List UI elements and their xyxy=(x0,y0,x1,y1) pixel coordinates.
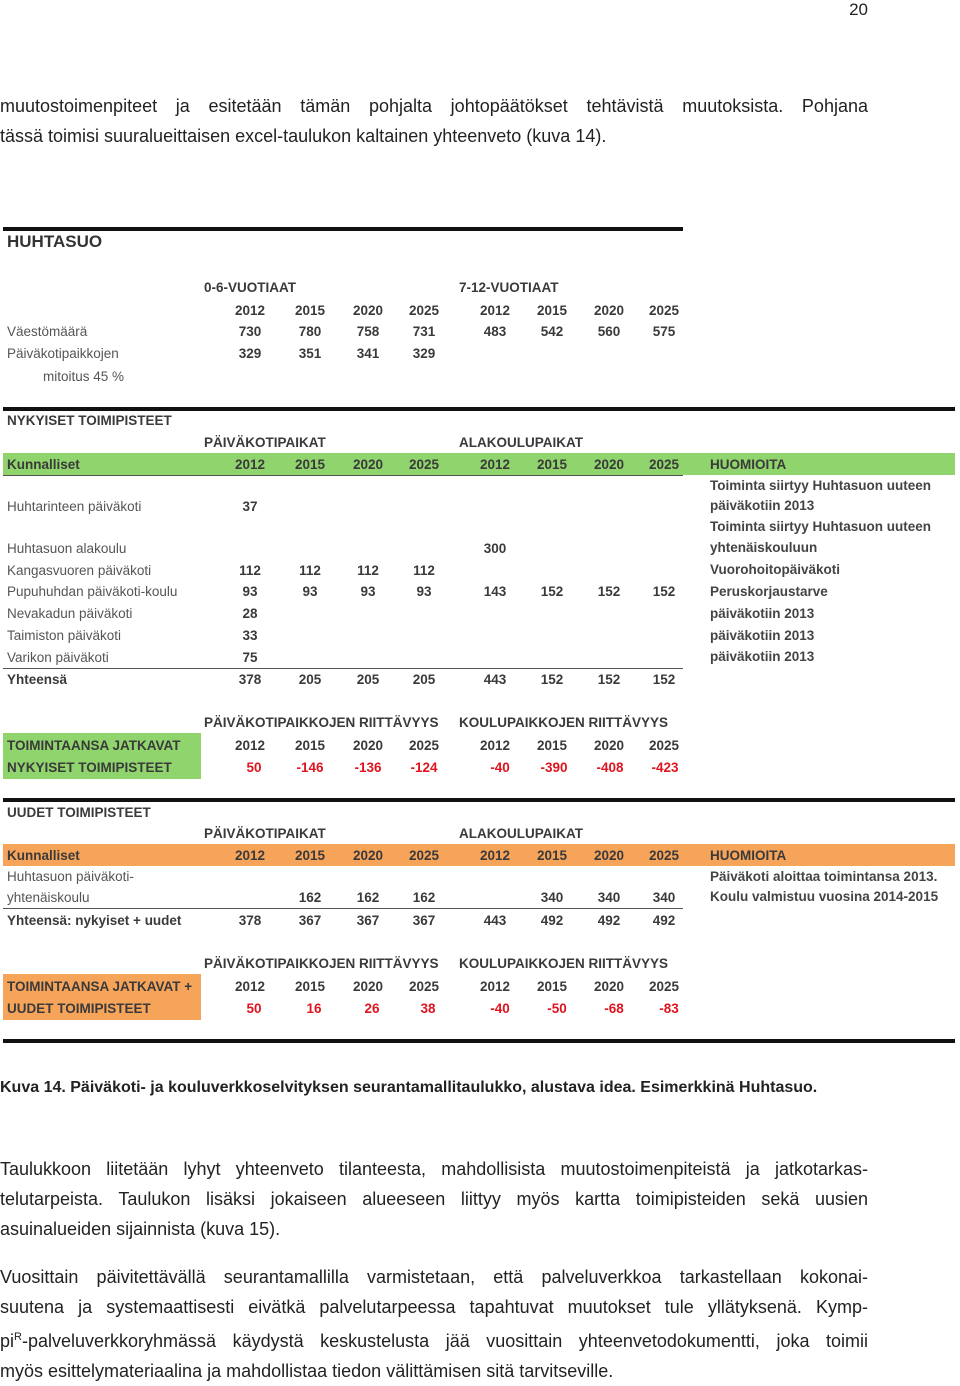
cell: 37 xyxy=(242,499,258,514)
top-rule xyxy=(3,227,683,231)
cell: 152 xyxy=(652,584,676,599)
cell: -146 xyxy=(296,760,324,775)
note-line: Vuorohoitopäiväkoti xyxy=(710,562,841,577)
year-header: 2012 xyxy=(479,848,511,863)
cell: -124 xyxy=(410,760,438,775)
year-header: 2025 xyxy=(408,738,440,753)
note-line: Toiminta siirtyy Huhtasuon uuteen xyxy=(710,478,932,493)
new-row-label-2: yhtenäiskoulu xyxy=(7,890,90,905)
cell: 205 xyxy=(356,672,380,687)
year-header: 2012 xyxy=(479,738,511,753)
cell: 33 xyxy=(242,628,258,643)
school-places-header: ALAKOULUPAIKAT xyxy=(459,435,583,450)
row-rule xyxy=(3,475,683,476)
cell: 492 xyxy=(597,913,621,928)
note-line: päiväkotiin 2013 xyxy=(710,606,815,621)
year-header: 2015 xyxy=(294,979,326,994)
new-row-label-1: Huhtasuon päiväkoti- xyxy=(7,869,134,884)
text-line: suutena ja systemaattisesti eivätkä palvelutarpeessa tapahtuvat muutokset tule yllätyksenä. Kymp- xyxy=(0,1297,868,1317)
year-header: 2012 xyxy=(479,303,511,318)
intro-paragraph xyxy=(0,91,868,151)
cell: -136 xyxy=(354,760,382,775)
row-label: Varikon päiväkoti xyxy=(7,650,109,665)
text-fragment: pi xyxy=(0,1331,15,1351)
cell: 542 xyxy=(540,324,564,339)
cell: 16 xyxy=(306,1001,322,1016)
page-number: 20 xyxy=(849,0,868,19)
cell: 340 xyxy=(652,890,676,905)
places-label-2: mitoitus 45 % xyxy=(43,369,125,384)
year-header: 2015 xyxy=(294,457,326,472)
cell: 93 xyxy=(416,584,432,599)
cell: 730 xyxy=(238,324,262,339)
cell: 731 xyxy=(412,324,436,339)
year-header: 2012 xyxy=(234,848,266,863)
cell: 340 xyxy=(540,890,564,905)
municipal-label: Kunnalliset xyxy=(7,848,80,863)
cell: -68 xyxy=(604,1001,624,1016)
year-header: 2020 xyxy=(593,303,625,318)
suff-daycare-header: PÄIVÄKOTIPAIKKOJEN RIITTÄVYYS xyxy=(204,956,439,971)
cell: 341 xyxy=(356,346,380,361)
cell: -390 xyxy=(540,760,568,775)
cell: 367 xyxy=(298,913,322,928)
suff-school-header: KOULUPAIKKOJEN RIITTÄVYYS xyxy=(459,956,669,971)
cell: 378 xyxy=(238,672,262,687)
year-header: 2025 xyxy=(648,848,680,863)
cell: 367 xyxy=(412,913,436,928)
suff-daycare-header: PÄIVÄKOTIPAIKKOJEN RIITTÄVYYS xyxy=(204,715,439,730)
cell: 492 xyxy=(540,913,564,928)
figure-title: HUHTASUO xyxy=(7,232,103,251)
population-label: Väestömäärä xyxy=(7,324,88,339)
daycare-places-header: PÄIVÄKOTIPAIKAT xyxy=(204,435,326,450)
year-header: 2020 xyxy=(352,303,384,318)
cell: 492 xyxy=(652,913,676,928)
cell: -40 xyxy=(490,760,510,775)
year-header: 2020 xyxy=(593,457,625,472)
cell: 50 xyxy=(246,1001,262,1016)
continuing-new-label-1: TOIMINTAANSA JATKAVAT + xyxy=(7,979,193,994)
cell: 351 xyxy=(298,346,322,361)
year-header: 2015 xyxy=(536,979,568,994)
group-0-6: 0-6-VUOTIAAT xyxy=(204,280,297,295)
row-label: Huhtarinteen päiväkoti xyxy=(7,499,142,514)
year-header: 2025 xyxy=(408,303,440,318)
year-header: 2020 xyxy=(593,979,625,994)
cell: 112 xyxy=(357,563,379,578)
total-label: Yhteensä xyxy=(7,672,68,687)
row-label: Kangasvuoren päiväkoti xyxy=(7,563,152,578)
year-header: 2015 xyxy=(536,848,568,863)
cell: 575 xyxy=(652,324,676,339)
year-header: 2020 xyxy=(352,848,384,863)
continuing-new-label-2: UUDET TOIMIPISTEET xyxy=(7,1001,151,1016)
cell: 443 xyxy=(483,672,507,687)
cell: 152 xyxy=(597,672,621,687)
year-header: 2012 xyxy=(234,979,266,994)
cell: 329 xyxy=(412,346,436,361)
note-line: yhtenäiskouluun xyxy=(710,540,818,555)
cell: 367 xyxy=(356,913,380,928)
paragraph-2 xyxy=(0,1154,868,1244)
places-label: Päiväkotipaikkojen xyxy=(7,346,119,361)
cell: 93 xyxy=(360,584,376,599)
year-header: 2025 xyxy=(648,303,680,318)
year-header: 2025 xyxy=(648,457,680,472)
year-header: 2012 xyxy=(234,738,266,753)
year-header: 2012 xyxy=(234,303,266,318)
row-label: Nevakadun päiväkoti xyxy=(7,606,133,621)
cell: 340 xyxy=(597,890,621,905)
year-header: 2012 xyxy=(479,457,511,472)
cell: -50 xyxy=(547,1001,567,1016)
row-label: Huhtasuon alakoulu xyxy=(7,541,127,556)
note-line: päiväkotiin 2013 xyxy=(710,628,815,643)
note-line: Peruskorjaustarve xyxy=(710,584,828,599)
tracking-table-figure xyxy=(0,224,960,1049)
year-header: 2012 xyxy=(479,979,511,994)
row-label: Taimiston päiväkoti xyxy=(7,628,122,643)
cell: -40 xyxy=(490,1001,510,1016)
year-header: 2020 xyxy=(352,457,384,472)
municipal-label: Kunnalliset xyxy=(7,457,80,472)
suff-school-header: KOULUPAIKKOJEN RIITTÄVYYS xyxy=(459,715,669,730)
year-header: 2015 xyxy=(536,457,568,472)
cell: 162 xyxy=(356,890,380,905)
group-7-12: 7-12-VUOTIAAT xyxy=(459,280,559,295)
cell: 112 xyxy=(413,563,435,578)
section-rule xyxy=(3,798,955,802)
cell: 50 xyxy=(246,760,262,775)
year-header: 2025 xyxy=(648,979,680,994)
section-rule xyxy=(3,407,955,411)
year-header: 2020 xyxy=(593,848,625,863)
year-header: 2015 xyxy=(294,738,326,753)
year-header: 2015 xyxy=(294,303,326,318)
cell: 162 xyxy=(298,890,322,905)
notes-header: HUOMIOITA xyxy=(710,848,787,863)
text-line: Vuosittain päivitettävällä seurantamallilla varmistetaan, että palveluverkkoa tarkastellaan kokonai- xyxy=(0,1267,868,1287)
year-header: 2025 xyxy=(408,848,440,863)
new-header: UUDET TOIMIPISTEET xyxy=(7,805,151,820)
text-line: telutarpeista. Taulukon lisäksi jokaiseen alueeseen liittyy myös kartta toimipisteiden sekä uusien xyxy=(0,1189,868,1209)
cell: 483 xyxy=(483,324,507,339)
cell: 162 xyxy=(412,890,436,905)
year-header: 2025 xyxy=(408,979,440,994)
row-label: Pupuhuhdan päiväkoti-koulu xyxy=(7,584,178,599)
cell: -423 xyxy=(651,760,679,775)
year-header: 2015 xyxy=(536,738,568,753)
year-header: 2012 xyxy=(234,457,266,472)
note-line: Koulu valmistuu vuosina 2014-2015 xyxy=(710,889,939,904)
cell: 378 xyxy=(238,913,262,928)
cell: 443 xyxy=(483,913,507,928)
intro-line: tässä toimisi suuralueittaisen excel-taulukon kaltainen yhteenveto (kuva 14). xyxy=(0,126,607,146)
text-line: Taulukkoon liitetään lyhyt yhteenveto tilanteesta, mahdollisista muutostoimenpiteistä ja jatkotarkas- xyxy=(0,1159,868,1179)
school-places-header: ALAKOULUPAIKAT xyxy=(459,826,583,841)
intro-line: muutostoimenpiteet ja esitetään tämän pohjalta johtopäätökset tehtävistä muutoksista. Pohjana xyxy=(0,96,868,116)
year-header: 2015 xyxy=(294,848,326,863)
note-line: päiväkotiin 2013 xyxy=(710,649,815,664)
cell: 38 xyxy=(420,1001,436,1016)
cell: 152 xyxy=(540,584,564,599)
year-header: 2025 xyxy=(648,738,680,753)
new-total-label: Yhteensä: nykyiset + uudet xyxy=(7,913,182,928)
cell: 780 xyxy=(298,324,322,339)
cell: 93 xyxy=(242,584,258,599)
cell: 112 xyxy=(299,563,321,578)
bottom-rule xyxy=(3,1039,955,1043)
notes-header: HUOMIOITA xyxy=(710,457,787,472)
text-line: myös esittelymateriaalina ja mahdollistaa tiedon välittämisen sitä tarvitseville. xyxy=(0,1361,614,1381)
text-line: asuinalueiden sijainnista (kuva 15). xyxy=(0,1219,281,1239)
superscript: R xyxy=(14,1331,22,1343)
cell: 560 xyxy=(597,324,621,339)
cell: 152 xyxy=(540,672,564,687)
cell: 300 xyxy=(483,541,507,556)
year-header: 2020 xyxy=(352,738,384,753)
text-fragment: -palveluverkkoryhmässä käydystä keskustelusta jää vuosittain yhteenvetodokumentti, joka toimii xyxy=(21,1331,868,1351)
cell: 758 xyxy=(356,324,380,339)
text-line xyxy=(0,1322,868,1356)
note-line: Päiväkoti aloittaa toimintansa 2013. xyxy=(710,869,938,884)
current-header: NYKYISET TOIMIPISTEET xyxy=(7,413,172,428)
year-header: 2015 xyxy=(536,303,568,318)
cell: 28 xyxy=(242,606,258,621)
cell: 152 xyxy=(652,672,676,687)
cell: -408 xyxy=(596,760,624,775)
cell: 152 xyxy=(597,584,621,599)
continuing-current-label-1: TOIMINTAANSA JATKAVAT xyxy=(7,738,181,753)
row-rule xyxy=(3,668,683,669)
cell: 143 xyxy=(483,584,507,599)
note-line: päiväkotiin 2013 xyxy=(710,498,815,513)
figure-caption: Kuva 14. Päiväkoti- ja kouluverkkoselvityksen seurantamallitaulukko, alustava idea. Esimerkkinä Huhtasuo. xyxy=(0,1079,818,1096)
cell: 75 xyxy=(242,650,258,665)
cell: 93 xyxy=(302,584,318,599)
continuing-current-label-2: NYKYISET TOIMIPISTEET xyxy=(7,760,172,775)
cell: 329 xyxy=(238,346,262,361)
cell: 26 xyxy=(364,1001,380,1016)
year-header: 2020 xyxy=(593,738,625,753)
note-line: Toiminta siirtyy Huhtasuon uuteen xyxy=(710,519,932,534)
year-header: 2025 xyxy=(408,457,440,472)
cell: 205 xyxy=(412,672,436,687)
year-header: 2020 xyxy=(352,979,384,994)
cell: 205 xyxy=(298,672,322,687)
row-rule xyxy=(3,908,683,909)
paragraph-3 xyxy=(0,1262,868,1386)
cell: 112 xyxy=(239,563,261,578)
cell: -83 xyxy=(659,1001,679,1016)
daycare-places-header: PÄIVÄKOTIPAIKAT xyxy=(204,826,326,841)
